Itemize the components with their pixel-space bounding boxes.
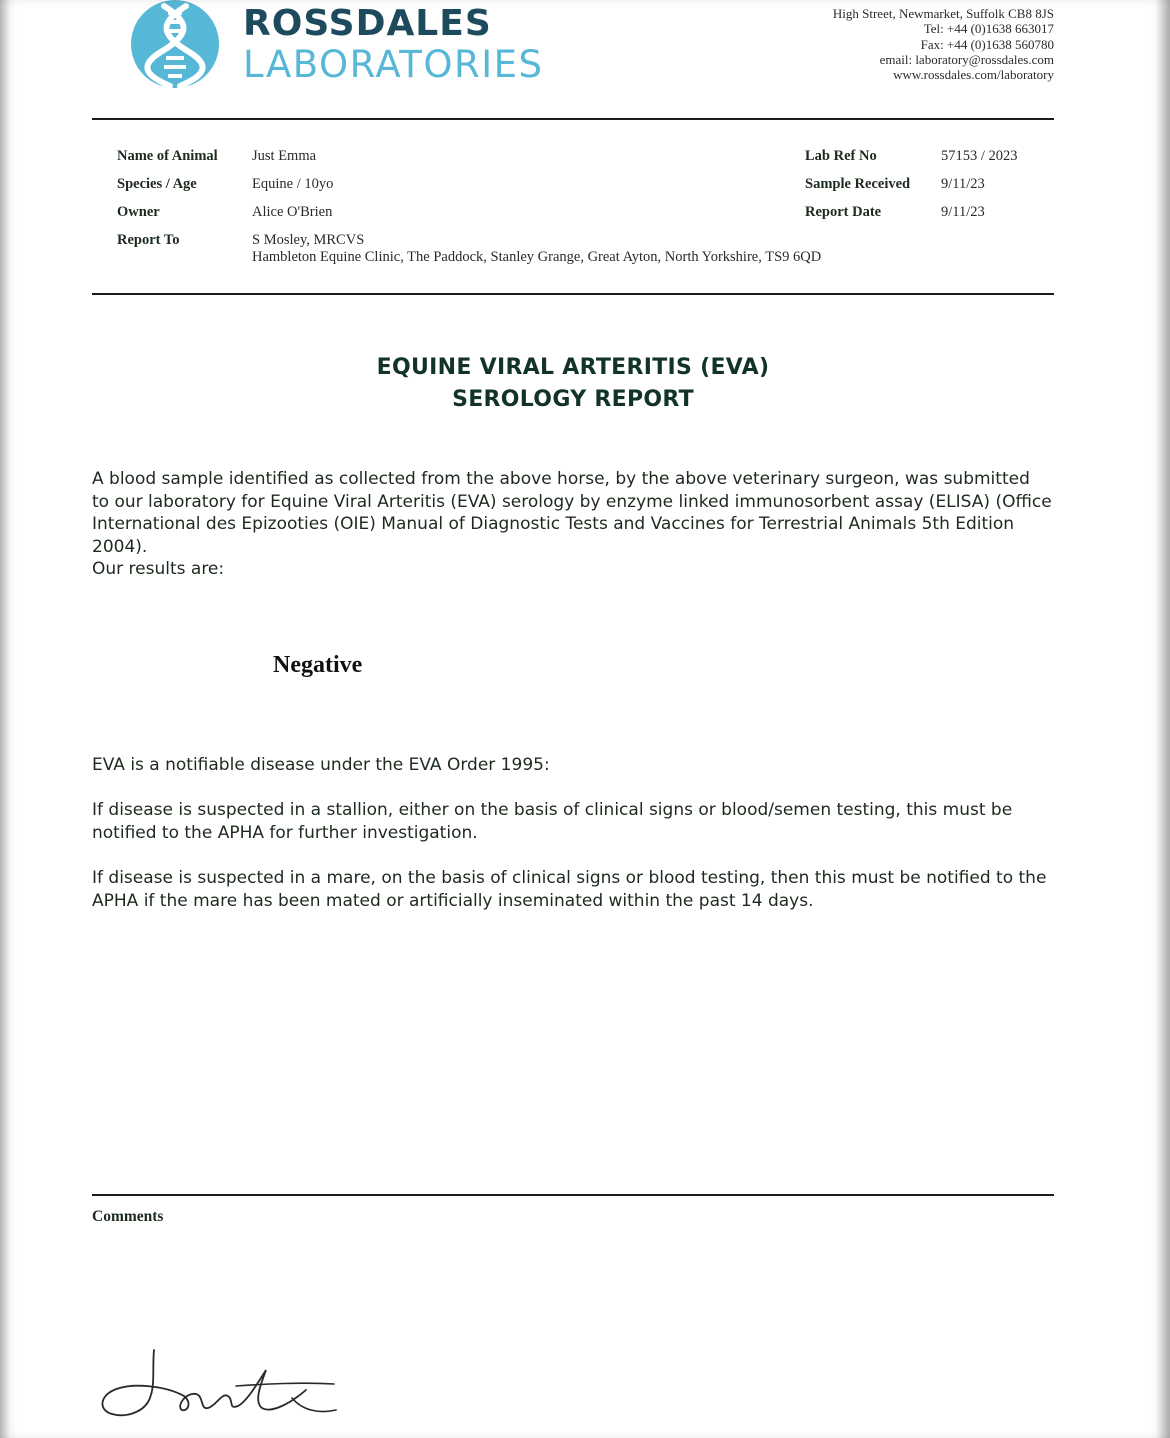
species-age-value: Equine / 10yo — [252, 176, 334, 192]
page-edge-right — [1156, 0, 1170, 1438]
page-edge-left — [0, 0, 10, 1438]
mare-note: If disease is suspected in a mare, on the basis of clinical signs or blood testing, then this must be notified to the APHA if the mare has been mated or artificially inseminated within the past 14 days. — [92, 868, 1047, 911]
report-to-vet: S Mosley, MRCVS — [252, 232, 365, 248]
fax-line: Fax: +44 (0)1638 560780 — [920, 36, 1054, 52]
report-title-line-2: SEROLOGY REPORT — [452, 387, 694, 412]
report-date-label: Report Date — [805, 204, 882, 220]
results-intro: Our results are: — [92, 559, 225, 579]
lab-ref-label: Lab Ref No — [805, 148, 877, 164]
phone-line: Tel: +44 (0)1638 663017 — [923, 21, 1054, 37]
website-line: www.rossdales.com/laboratory — [893, 67, 1054, 83]
stallion-note: If disease is suspected in a stallion, either on the basis of clinical signs or blood/semen testing, this must be notified to the APHA for further investigation. — [92, 800, 1013, 843]
brand-name: ROSSDALES — [243, 3, 492, 44]
email-line: email: laboratory@rossdales.com — [879, 51, 1054, 67]
name-of-animal-value: Just Emma — [252, 148, 317, 164]
owner-value: Alice O'Brien — [252, 204, 333, 220]
result-value: Negative — [273, 652, 363, 678]
signature-mark — [96, 1340, 346, 1430]
report-to-address: Hambleton Equine Clinic, The Paddock, Stanley Grange, Great Ayton, North Yorkshire, TS9 6QD — [252, 249, 822, 265]
header-divider — [92, 118, 1054, 120]
brand-subtitle: LABORATORIES — [243, 43, 544, 86]
report-date-value: 9/11/23 — [941, 204, 985, 220]
report-title — [92, 352, 1054, 416]
owner-label: Owner — [117, 204, 160, 220]
address-line: High Street, Newmarket, Suffolk CB8 8JS — [832, 6, 1054, 21]
species-age-label: Species / Age — [117, 176, 197, 192]
report-title-line-1: EQUINE VIRAL ARTERITIS (EVA) — [376, 355, 770, 380]
details-divider — [92, 293, 1054, 295]
footer-divider — [92, 1194, 1054, 1196]
dna-logo-icon — [130, 0, 220, 88]
intro-paragraph: A blood sample identified as collected from the above horse, by the above veterinary surgeon, was submitted to our laboratory for Equine Viral Arteritis (EVA) serology by enzyme linked immunosorbent assay (ELISA) (Office International des Epizooties (OIE) Manual of Diagnostic Tests and Vaccines for Terrestrial Animals 5th Edition 2004). — [92, 469, 1052, 557]
sample-received-value: 9/11/23 — [941, 176, 985, 192]
lab-address — [833, 6, 1054, 82]
notifiable-statement: EVA is a notifiable disease under the EVA Order 1995: — [92, 755, 550, 775]
lab-ref-value: 57153 / 2023 — [941, 148, 1018, 164]
comments-label: Comments — [92, 1208, 164, 1225]
name-of-animal-label: Name of Animal — [117, 148, 218, 164]
sample-received-label: Sample Received — [805, 176, 911, 192]
report-to-label: Report To — [117, 232, 180, 248]
